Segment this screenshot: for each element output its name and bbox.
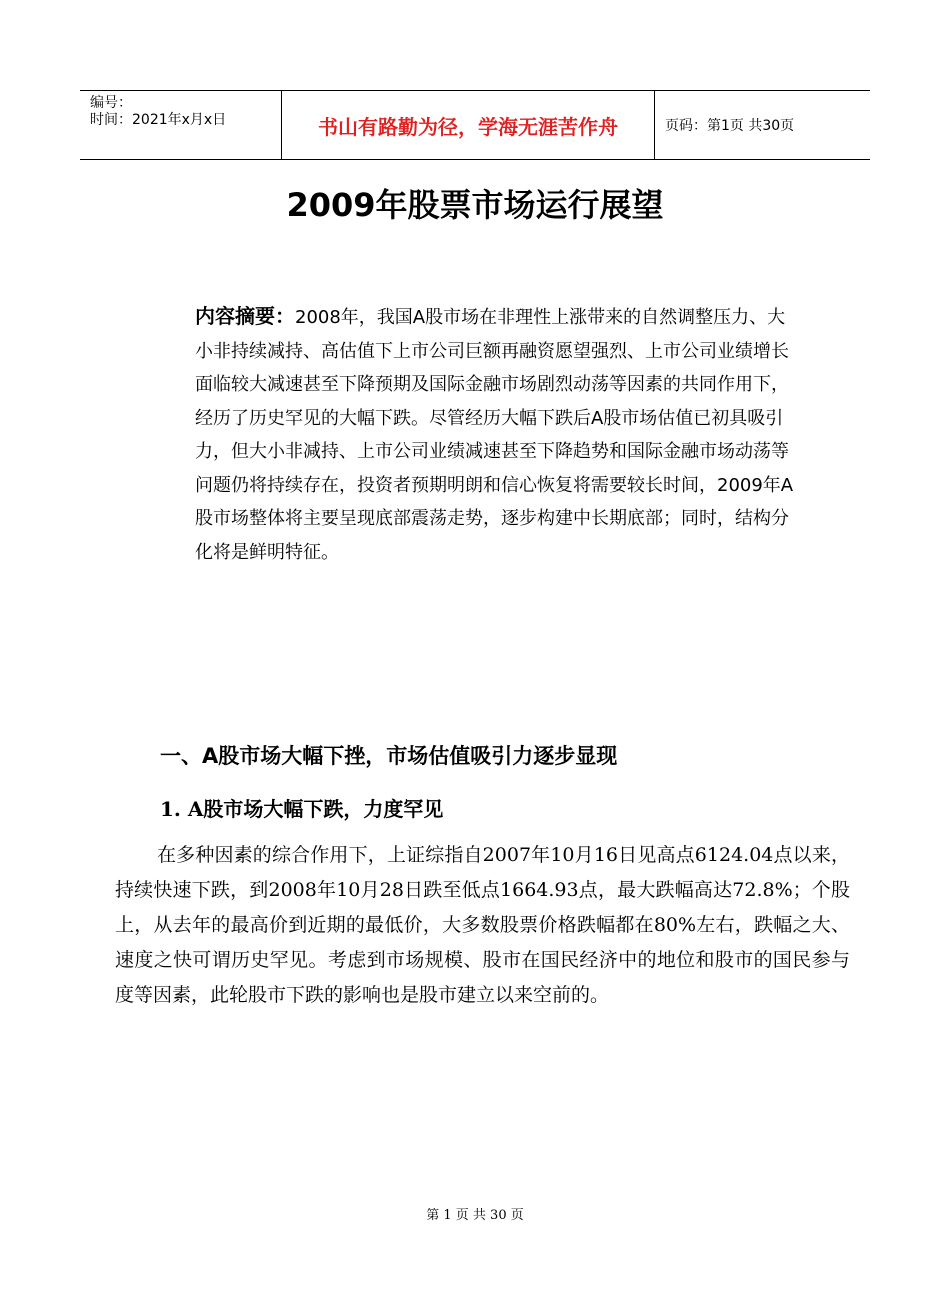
section-heading: 一、A股市场大幅下挫，市场估值吸引力逐步显现	[160, 744, 618, 768]
abstract-label: 内容摘要：	[195, 304, 295, 328]
abstract-text: 2008年，我国A股市场在非理性上涨带来的自然调整压力、大小非持续减持、高估值下上市公司巨额再融资愿望强烈、上市公司业绩增长面临较大减速甚至下降预期及国际金融市场剧烈动荡等因素的共同作用下，经历了历史罕见的大幅下跌。尽管经历大幅下跌后A股市场估值已初具吸引力，但大小非减持、上市公司业绩减速甚至下降趋势和国际金融市场动荡等问题仍将持续存在，投资者预期明朗和信心恢复将需要较长时间，2009年A股市场整体将主要呈现底部震荡走势，逐步构建中长期底部；同时，结构分化将是鲜明特征。	[195, 307, 794, 563]
document-number-label: 编号：	[90, 95, 132, 111]
paragraph: 在多种因素的综合作用下，上证综指自2007年10月16日见高点6124.04点以来，持续快速下跌，到2008年10月28日跌至低点1664.93点，最大跌幅高达72.8%；个股上，从去年的最高价到近期的最低价，大多数股票价格跌幅都在80%左右，跌幅之大、速度之快可谓历史罕见。考虑到市场规模、股市在国民经济中的地位和股市的国民参与度等因素，此轮股市下跌的影响也是股市建立以来空前的。	[115, 844, 850, 1006]
document-date: 时间：2021年x月x日	[90, 112, 227, 128]
header-meta	[80, 91, 282, 159]
document-title: 2009年股票市场运行展望	[286, 186, 664, 224]
body-text	[115, 838, 850, 1013]
abstract	[147, 300, 797, 569]
subsection-heading: 1. A股市场大幅下跌，力度罕见	[160, 797, 444, 821]
header-motto: 书山有路勤为径，学海无涯苦作舟	[282, 91, 655, 159]
page-footer: 第 1 页 共 30 页	[426, 1208, 524, 1223]
document-header	[80, 90, 870, 160]
header-page-info: 页码：第1页 共30页	[665, 118, 795, 134]
